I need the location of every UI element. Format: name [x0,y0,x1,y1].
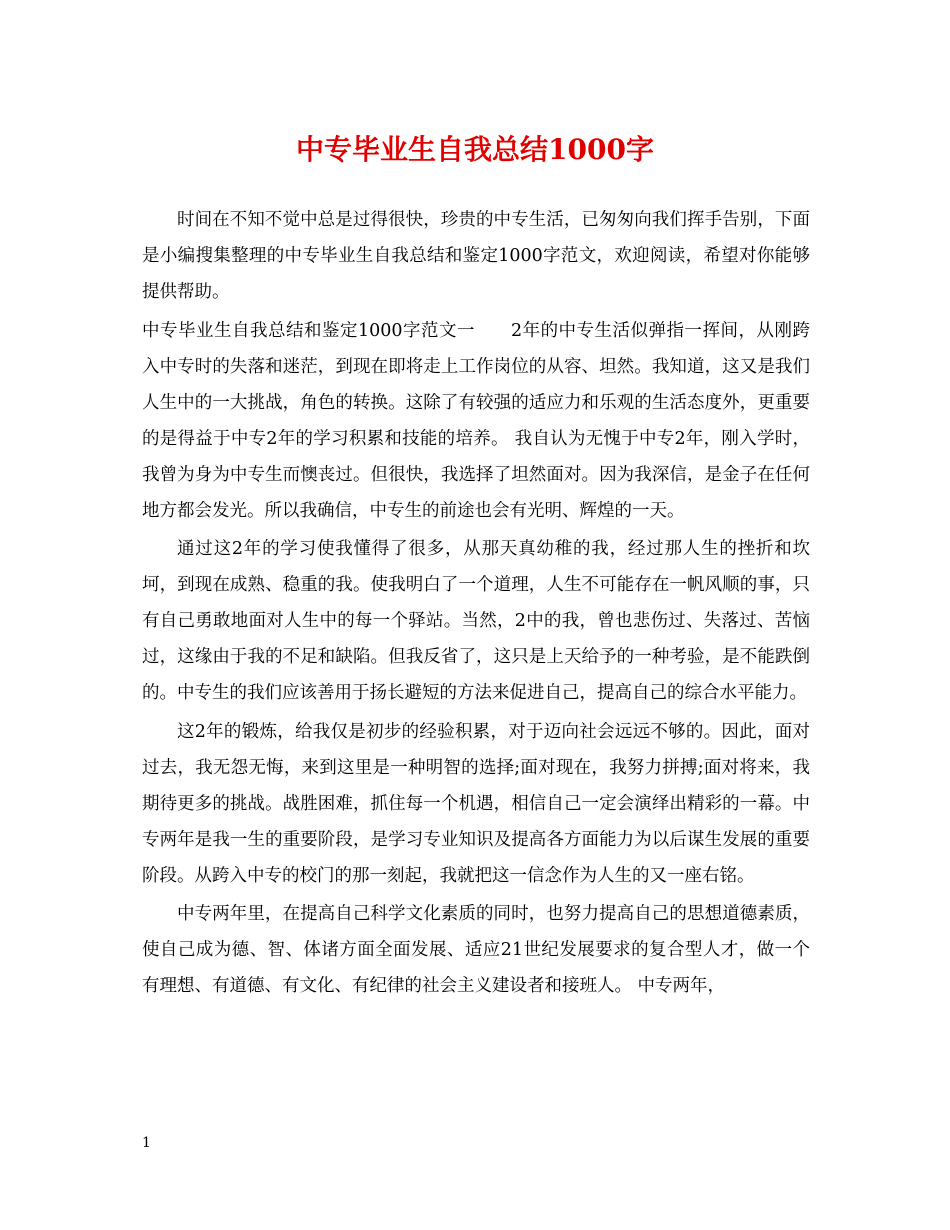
paragraph-essay-start: 中专毕业生自我总结和鉴定1000字范文一 2年的中专生活似弹指一挥间，从刚跨入中专时的失落和迷茫，到现在即将走上工作岗位的从容、坦然。我知道，这又是我们人生中的一大挑战，角色的转换。这除了有较强的适应力和乐观的生活态度外，更重要的是得益于中专2年的学习积累和技能的培养。 我自认为无愧于中专2年，刚入学时，我曾为身为中专生而懊丧过。但很快，我选择了坦然面对。因为我深信，是金子在任何地方都会发光。所以我确信，中专生的前途也会有光明、辉煌的一天。 [142,320,810,521]
paragraph-intro: 时间在不知不觉中总是过得很快，珍贵的中专生活，已匆匆向我们挥手告别，下面是小编搜集整理的中专毕业生自我总结和鉴定1000字范文，欢迎阅读，希望对你能够提供帮助。 [142,210,810,302]
document-body [142,202,810,1007]
document-title: 中专毕业生自我总结1000字 [296,133,654,166]
paragraph-quality: 中专两年里，在提高自己科学文化素质的同时，也努力提高自己的思想道德素质，使自己成为德、智、体诸方面全面发展、适应21世纪发展要求的复合型人才，做一个有理想、有道德、有文化、有纪律的社会主义建设者和接班人。 中专两年， [142,904,810,996]
page-number: 1 [142,1135,151,1151]
paragraph-training: 这2年的锻炼，给我仅是初步的经验积累，对于迈向社会远远不够的。因此，面对过去，我无怨无悔，来到这里是一种明智的选择;面对现在，我努力拼搏;面对将来，我期待更多的挑战。战胜困难，抓住每一个机遇，相信自己一定会演绎出精彩的一幕。中专两年是我一生的重要阶段，是学习专业知识及提高各方面能力为以后谋生发展的重要阶段。从跨入中专的校门的那一刻起，我就把这一信念作为人生的又一座右铭。 [142,721,810,886]
paragraph-learning: 通过这2年的学习使我懂得了很多，从那天真幼稚的我，经过那人生的挫折和坎坷，到现在成熟、稳重的我。使我明白了一个道理，人生不可能存在一帆风顺的事，只有自己勇敢地面对人生中的每一个驿站。当然，2中的我，曾也悲伤过、失落过、苦恼过，这缘由于我的不足和缺陷。但我反省了，这只是上天给予的一种考验，是不能跌倒的。中专生的我们应该善用于扬长避短的方法来促进自己，提高自己的综合水平能力。 [142,539,810,703]
